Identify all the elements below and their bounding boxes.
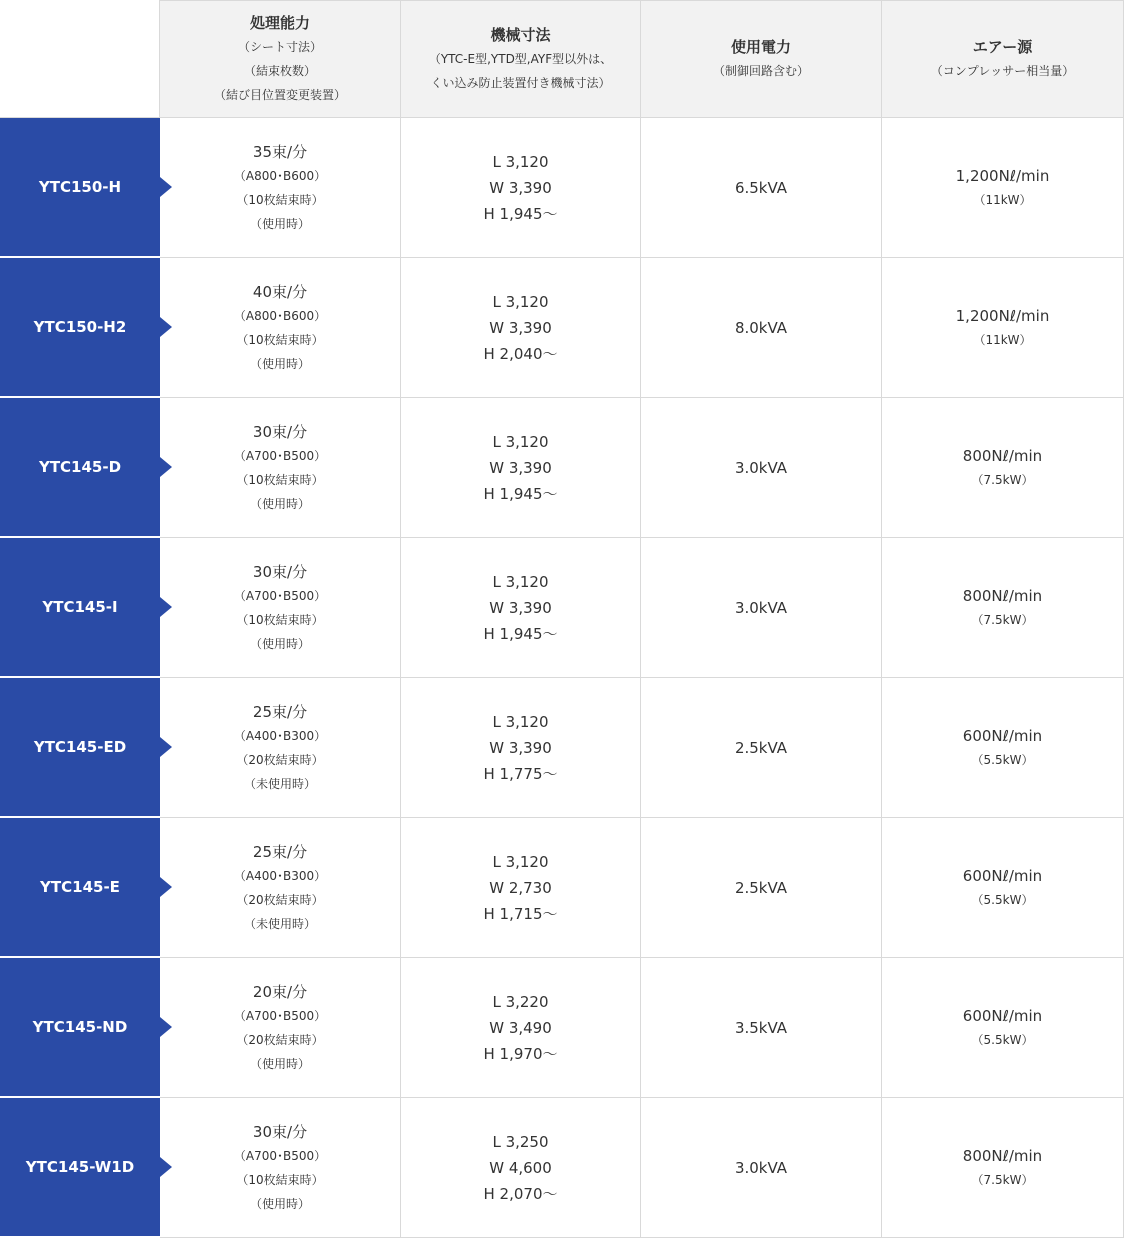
capacity-value: 30束/分 (252, 422, 308, 441)
dimensions-cell (401, 538, 641, 678)
model-arrow-icon (160, 597, 172, 617)
header-dimensions (401, 0, 641, 118)
model-name-cell (0, 118, 160, 258)
dimension-height: H 1,945～ (483, 204, 558, 223)
air-value: 800Nℓ/min (962, 586, 1043, 605)
dimensions-cell (401, 678, 641, 818)
model-name: YTC145-W1D (25, 1158, 135, 1176)
dimension-height: H 1,945～ (483, 484, 558, 503)
header-dimensions-sub-1: （YTC-E型,YTD型,AYF型以外は、 (428, 52, 613, 66)
dimension-height: H 1,970～ (483, 1044, 558, 1063)
header-power (641, 0, 882, 118)
power-cell (641, 258, 882, 398)
dimension-width: W 3,490 (489, 1018, 552, 1037)
model-name: YTC150-H (38, 178, 122, 196)
header-capacity (160, 0, 401, 118)
header-capacity-title: 処理能力 (249, 14, 310, 32)
dimension-length: L 3,120 (492, 152, 549, 171)
dimension-length: L 3,220 (492, 992, 549, 1011)
model-arrow-icon (160, 457, 172, 477)
air-cell (882, 818, 1124, 958)
header-capacity-sub-sheet: （シート寸法） (237, 40, 322, 54)
power-value: 3.0kVA (734, 598, 788, 617)
bundle-count: （20枚結束時） (236, 892, 324, 907)
dimensions-cell (401, 958, 641, 1098)
air-value: 1,200Nℓ/min (955, 166, 1050, 185)
air-kw: （5.5kW） (971, 752, 1034, 767)
air-cell (882, 1098, 1124, 1238)
model-name-cell (0, 538, 160, 678)
header-dimensions-title: 機械寸法 (490, 26, 551, 44)
model-name-cell (0, 958, 160, 1098)
air-value: 600Nℓ/min (962, 1006, 1043, 1025)
header-power-title: 使用電力 (730, 38, 791, 56)
sheet-size: （A700･B500） (233, 588, 327, 603)
model-name: YTC145-E (40, 878, 120, 896)
air-value: 600Nℓ/min (962, 726, 1043, 745)
header-corner (0, 0, 160, 118)
capacity-value: 25束/分 (252, 702, 308, 721)
dimensions-cell (401, 398, 641, 538)
header-air (882, 0, 1124, 118)
sheet-size: （A400･B300） (233, 868, 327, 883)
air-kw: （5.5kW） (971, 892, 1034, 907)
air-value: 600Nℓ/min (962, 866, 1043, 885)
bundle-count: （10枚結束時） (236, 332, 324, 347)
power-cell (641, 818, 882, 958)
model-name: YTC145-ND (32, 1018, 128, 1036)
capacity-cell (160, 258, 401, 398)
header-capacity-sub-bundle: （結束枚数） (243, 64, 316, 78)
bundle-count: （20枚結束時） (236, 1032, 324, 1047)
dimension-height: H 1,945～ (483, 624, 558, 643)
header-capacity-sub-device: （結び目位置変更装置） (213, 88, 346, 102)
device-usage: （未使用時） (243, 776, 316, 791)
dimension-length: L 3,120 (492, 712, 549, 731)
air-kw: （7.5kW） (971, 472, 1034, 487)
air-kw: （7.5kW） (971, 1172, 1034, 1187)
device-usage: （使用時） (249, 496, 310, 511)
model-name: YTC150-H2 (33, 318, 127, 336)
capacity-cell (160, 538, 401, 678)
capacity-cell (160, 958, 401, 1098)
header-air-title: エアー源 (972, 38, 1033, 56)
power-value: 3.0kVA (734, 1158, 788, 1177)
model-arrow-icon (160, 177, 172, 197)
model-name-cell (0, 398, 160, 538)
header-power-sub: （制御回路含む） (712, 64, 809, 78)
power-value: 2.5kVA (734, 738, 788, 757)
model-name: YTC145-D (38, 458, 122, 476)
dimension-height: H 2,070～ (483, 1184, 558, 1203)
power-cell (641, 1098, 882, 1238)
capacity-cell (160, 398, 401, 538)
dimension-length: L 3,250 (492, 1132, 549, 1151)
power-value: 8.0kVA (734, 318, 788, 337)
dimension-width: W 3,390 (489, 738, 552, 757)
model-name: YTC145-ED (33, 738, 127, 756)
dimensions-cell (401, 118, 641, 258)
sheet-size: （A800･B600） (233, 308, 327, 323)
bundle-count: （20枚結束時） (236, 752, 324, 767)
air-kw: （7.5kW） (971, 612, 1034, 627)
dimension-length: L 3,120 (492, 852, 549, 871)
power-cell (641, 398, 882, 538)
model-arrow-icon (160, 1157, 172, 1177)
dimension-length: L 3,120 (492, 572, 549, 591)
model-arrow-icon (160, 737, 172, 757)
capacity-cell (160, 818, 401, 958)
power-value: 3.0kVA (734, 458, 788, 477)
dimension-width: W 3,390 (489, 598, 552, 617)
capacity-value: 40束/分 (252, 282, 308, 301)
power-value: 3.5kVA (734, 1018, 788, 1037)
capacity-cell (160, 118, 401, 258)
air-value: 1,200Nℓ/min (955, 306, 1050, 325)
air-value: 800Nℓ/min (962, 446, 1043, 465)
model-name-cell (0, 1098, 160, 1238)
dimension-height: H 2,040～ (483, 344, 558, 363)
device-usage: （使用時） (249, 216, 310, 231)
air-cell (882, 958, 1124, 1098)
air-kw: （5.5kW） (971, 1032, 1034, 1047)
dimension-width: W 3,390 (489, 318, 552, 337)
capacity-cell (160, 1098, 401, 1238)
model-arrow-icon (160, 317, 172, 337)
sheet-size: （A700･B500） (233, 1008, 327, 1023)
device-usage: （使用時） (249, 356, 310, 371)
capacity-value: 25束/分 (252, 842, 308, 861)
dimension-width: W 2,730 (489, 878, 552, 897)
device-usage: （未使用時） (243, 916, 316, 931)
power-cell (641, 678, 882, 818)
dimension-length: L 3,120 (492, 432, 549, 451)
dimensions-cell (401, 258, 641, 398)
power-value: 2.5kVA (734, 878, 788, 897)
model-arrow-icon (160, 877, 172, 897)
header-air-sub: （コンプレッサー相当量） (930, 64, 1075, 78)
bundle-count: （10枚結束時） (236, 472, 324, 487)
sheet-size: （A800･B600） (233, 168, 327, 183)
dimension-length: L 3,120 (492, 292, 549, 311)
air-kw: （11kW） (973, 192, 1032, 207)
power-cell (641, 118, 882, 258)
air-cell (882, 538, 1124, 678)
capacity-value: 35束/分 (252, 142, 308, 161)
model-arrow-icon (160, 1017, 172, 1037)
bundle-count: （10枚結束時） (236, 612, 324, 627)
dimensions-cell (401, 818, 641, 958)
capacity-value: 30束/分 (252, 1122, 308, 1141)
model-name: YTC145-I (42, 598, 118, 616)
capacity-value: 30束/分 (252, 562, 308, 581)
sheet-size: （A700･B500） (233, 1148, 327, 1163)
air-cell (882, 398, 1124, 538)
capacity-value: 20束/分 (252, 982, 308, 1001)
device-usage: （使用時） (249, 1196, 310, 1211)
power-cell (641, 538, 882, 678)
dimension-width: W 3,390 (489, 178, 552, 197)
bundle-count: （10枚結束時） (236, 192, 324, 207)
header-dimensions-sub-2: くい込み防止装置付き機械寸法） (430, 76, 611, 90)
power-cell (641, 958, 882, 1098)
air-cell (882, 258, 1124, 398)
sheet-size: （A400･B300） (233, 728, 327, 743)
model-name-cell (0, 818, 160, 958)
dimension-width: W 4,600 (489, 1158, 552, 1177)
model-name-cell (0, 258, 160, 398)
dimensions-cell (401, 1098, 641, 1238)
power-value: 6.5kVA (734, 178, 788, 197)
dimension-height: H 1,715～ (483, 904, 558, 923)
device-usage: （使用時） (249, 1056, 310, 1071)
sheet-size: （A700･B500） (233, 448, 327, 463)
air-value: 800Nℓ/min (962, 1146, 1043, 1165)
capacity-cell (160, 678, 401, 818)
dimension-width: W 3,390 (489, 458, 552, 477)
bundle-count: （10枚結束時） (236, 1172, 324, 1187)
device-usage: （使用時） (249, 636, 310, 651)
air-cell (882, 678, 1124, 818)
air-kw: （11kW） (973, 332, 1032, 347)
air-cell (882, 118, 1124, 258)
dimension-height: H 1,775～ (483, 764, 558, 783)
model-name-cell (0, 678, 160, 818)
